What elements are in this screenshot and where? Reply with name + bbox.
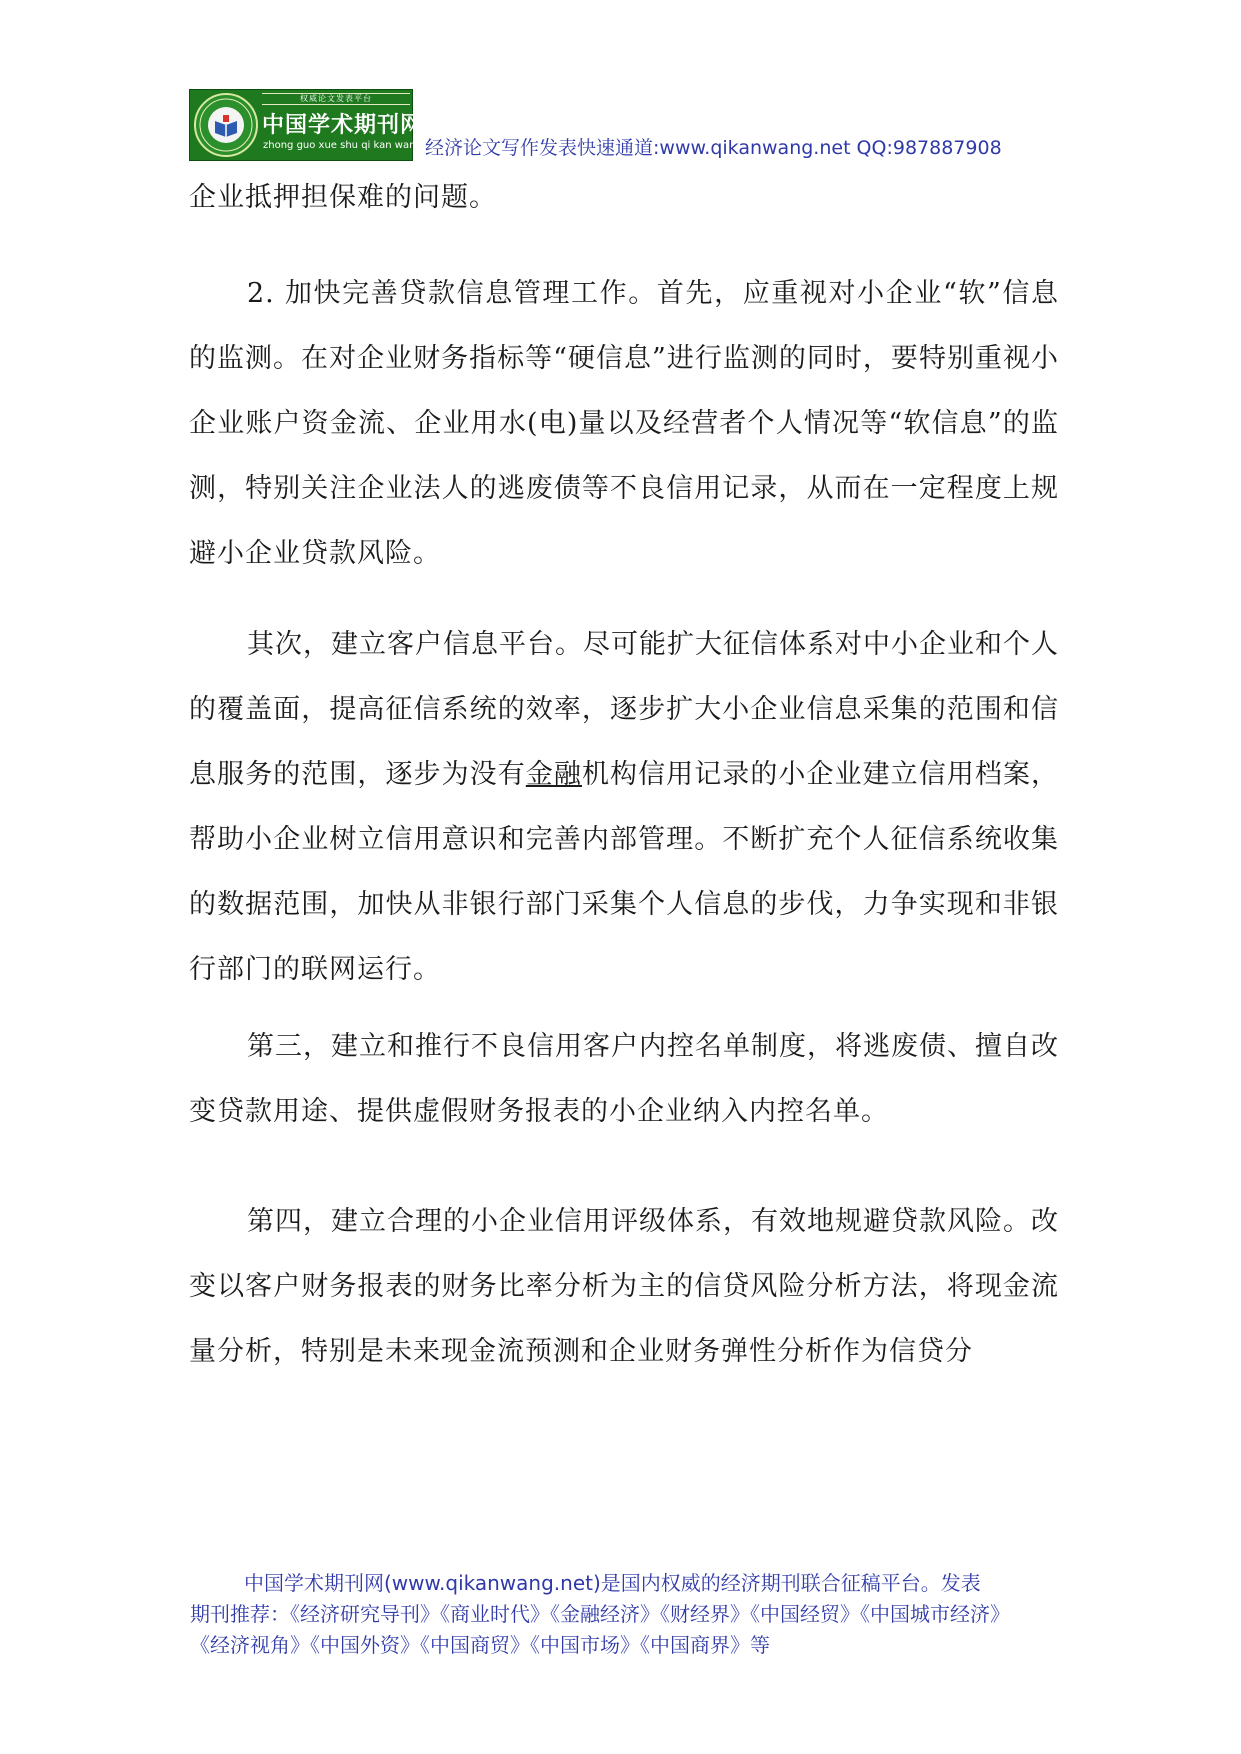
paragraph-credit-rating-system: 第四，建立合理的小企业信用评级体系，有效地规避贷款风险。改变以客户财务报表的财务比率分析为主的信贷风险分析方法，将现金流量分析，特别是未来现金流预测和企业财务弹性分析作为信贷分 bbox=[189, 1206, 1059, 1367]
header-tagline-link[interactable]: 经济论文写作发表快速通道:www.qikanwang.net QQ:987887908 bbox=[425, 137, 1002, 159]
site-logo[interactable] bbox=[189, 89, 424, 161]
finance-link[interactable]: 金融 bbox=[525, 759, 582, 790]
footer-line-2: 期刊推荐：《经济研究导刊》《商业时代》《金融经济》《财经界》《中国经贸》《中国城市经济》 bbox=[190, 1602, 1010, 1626]
paragraph-text: 机构信用记录的小企业建立信用档案，帮助小企业树立信用意识和完善内部管理。不断扩充个人征信系统收集的数据范围，加快从非银行部门采集个人信息的步伐，力争实现和非银行部门的联网运行。 bbox=[189, 759, 1060, 985]
paragraph-continuation: 企业抵押担保难的问题。 bbox=[189, 182, 497, 213]
footer-line-3: 《经济视角》《中国外资》《中国商贸》《中国市场》《中国商界》等 bbox=[190, 1633, 770, 1657]
page-header bbox=[189, 89, 1069, 161]
book-seal-icon bbox=[194, 93, 258, 157]
logo-small-tagline: 权威论文发表平台 bbox=[262, 93, 410, 105]
paragraph-customer-info-platform bbox=[189, 612, 1059, 1002]
paragraph-blacklist-system: 第三，建立和推行不良信用客户内控名单制度，将逃废债、擅自改变贷款用途、提供虚假财务报表的小企业纳入内控名单。 bbox=[189, 1031, 1059, 1127]
logo-site-name: 中国学术期刊网 bbox=[262, 113, 424, 138]
footer-line-1[interactable]: 中国学术期刊网(www.qikanwang.net)是国内权威的经济期刊联合征稿平台。发表 bbox=[244, 1571, 981, 1595]
page-footer bbox=[190, 1568, 1070, 1661]
logo-pinyin: zhong guo xue shu qi kan wang bbox=[263, 140, 422, 151]
paragraph-text: 其次，建立客户信息平台。尽可能扩大征信体系对中小企业和个人的覆盖面，提高征信系统的效率，逐步扩大小企业信息采集的范围和信息服务的范围，逐步为没有 bbox=[189, 629, 1059, 790]
paragraph-loan-info-management: 2. 加快完善贷款信息管理工作。首先，应重视对小企业“软”信息的监测。在对企业财务指标等“硬信息”进行监测的同时，要特别重视小企业账户资金流、企业用水(电)量以及经营者个人情况等“软信息”的监测，特别关注企业法人的逃废债等不良信用记录，从而在一定程度上规避小企业贷款风险。 bbox=[189, 278, 1059, 569]
